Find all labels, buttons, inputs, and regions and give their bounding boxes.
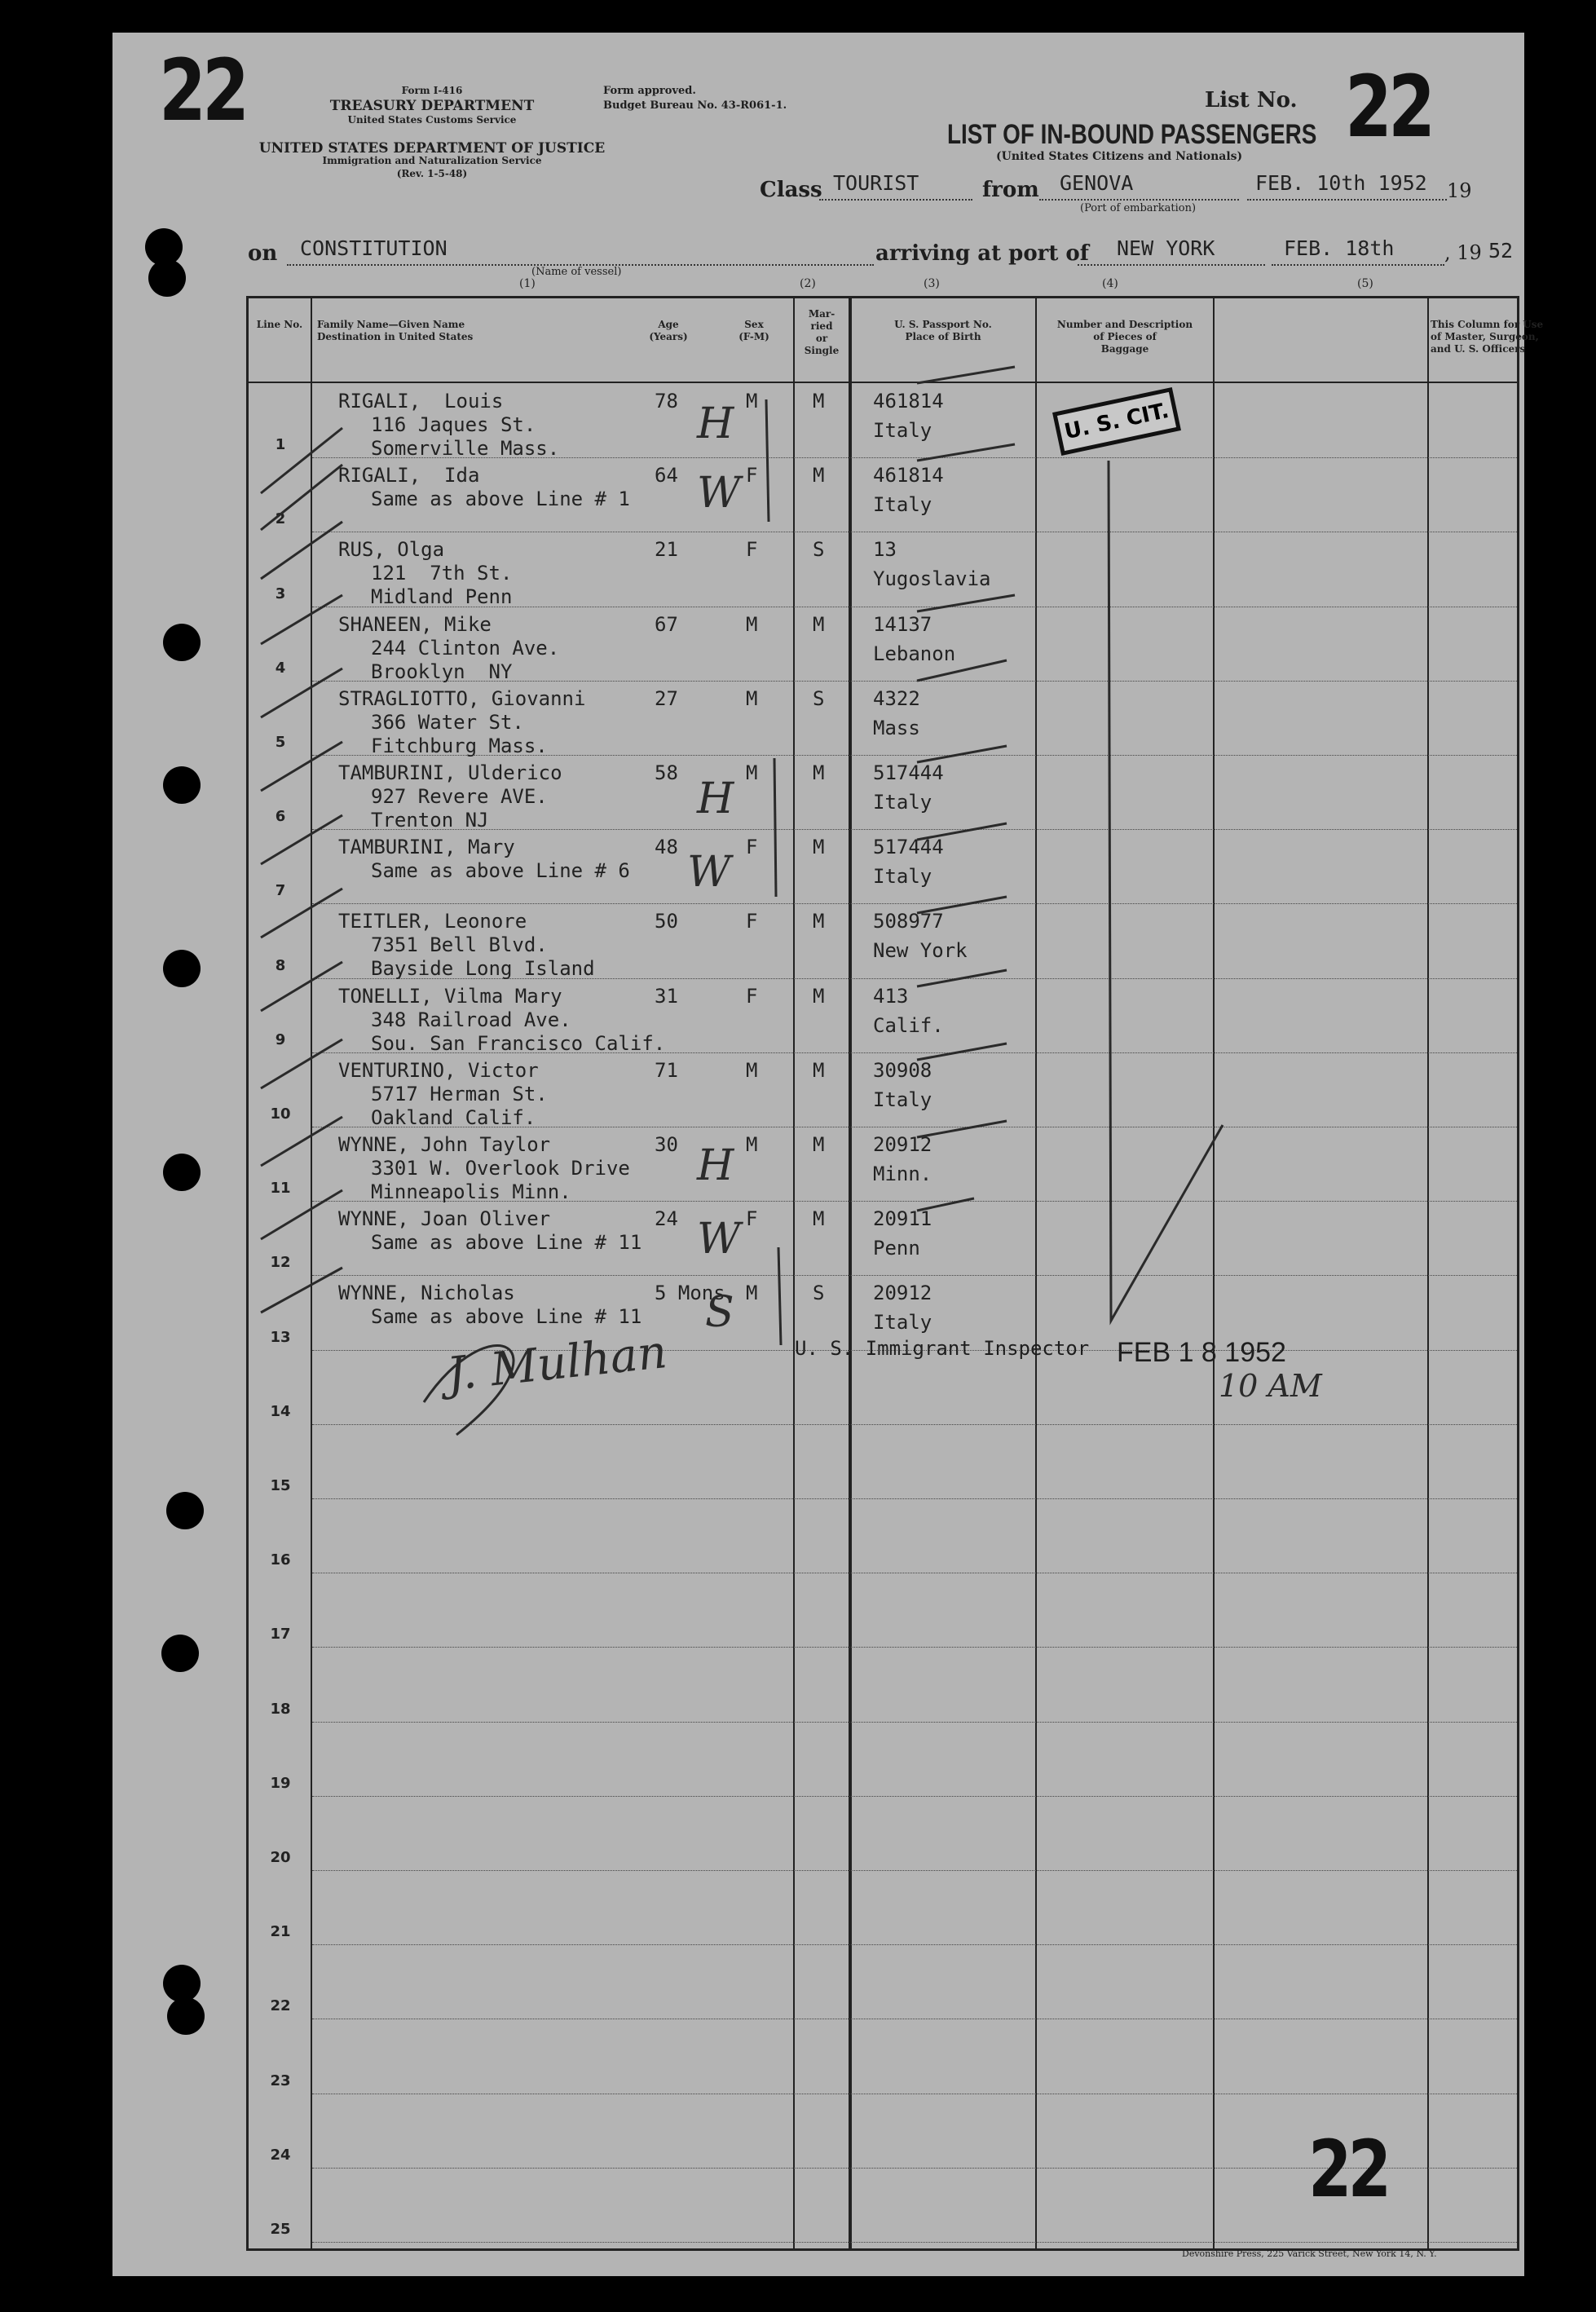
passenger-name: TEITLER, Leonore — [338, 910, 527, 933]
place-of-birth: Calif. — [873, 1013, 944, 1037]
passenger-address-1: 5717 Herman St. — [371, 1082, 548, 1105]
line-number: 1 — [275, 436, 286, 454]
passenger-address-1: Same as above Line # 1 — [371, 488, 630, 511]
arrival-port-value: NEW YORK — [1117, 236, 1215, 260]
line-number: 2 — [275, 510, 286, 528]
passport-number: 508977 — [873, 910, 944, 933]
list-no-value: 22 — [1345, 57, 1432, 157]
customs-service: United States Customs Service — [347, 114, 517, 126]
place-of-birth: Italy — [873, 1088, 932, 1111]
passenger-address-2: Trenton NJ — [371, 809, 489, 832]
treasury-department: TREASURY DEPARTMENT — [329, 98, 535, 114]
class-value: TOURIST — [833, 171, 919, 195]
passenger-age: 30 — [655, 1133, 678, 1156]
budget-bureau-number: Budget Bureau No. 43-R061-1. — [603, 99, 787, 112]
passenger-name: TONELLI, Vilma Mary — [338, 984, 562, 1008]
passenger-sex: M — [746, 686, 758, 710]
line-number: 9 — [275, 1030, 286, 1048]
passenger-name: VENTURINO, Victor — [338, 1058, 539, 1082]
inspection-date-stamp: FEB 1 8 1952 — [1117, 1337, 1286, 1368]
revision-date: (Rev. 1-5-48) — [396, 168, 468, 179]
arrival-port-underline — [1078, 264, 1265, 266]
passport-number: 20912 — [873, 1133, 932, 1156]
passenger-sex: M — [746, 390, 758, 413]
passenger-address-1: Same as above Line # 11 — [371, 1231, 642, 1255]
line-number: 12 — [270, 1254, 291, 1272]
passenger-age: 67 — [655, 612, 678, 636]
col-header-sex: Sex (F-M) — [738, 319, 769, 342]
class-underline — [819, 199, 972, 201]
passenger-age: 31 — [655, 984, 678, 1008]
list-no-label: List No. — [1205, 88, 1298, 113]
passenger-marital-status: S — [813, 686, 825, 710]
inspector-label: U. S. Immigrant Inspector — [795, 1337, 1090, 1360]
passenger-marital-status: M — [813, 464, 825, 488]
passenger-name: STRAGLIOTTO, Giovanni — [338, 686, 586, 710]
line-number: 10 — [270, 1105, 291, 1123]
line-number: 13 — [270, 1328, 291, 1346]
passenger-sex: M — [746, 1282, 758, 1305]
passenger-address-1: 927 Revere AVE. — [371, 785, 548, 808]
line-number: 14 — [270, 1402, 291, 1420]
passenger-sex: F — [746, 1207, 758, 1231]
year-suffix: 19 — [1447, 179, 1472, 202]
place-of-birth: Italy — [873, 419, 932, 442]
line-number: 25 — [270, 2221, 291, 2238]
passenger-age: 71 — [655, 1058, 678, 1082]
passenger-address-1: 116 Jaques St. — [371, 413, 536, 436]
passenger-age: 24 — [655, 1207, 678, 1231]
passenger-age: 50 — [655, 910, 678, 933]
from-underline — [1039, 199, 1239, 201]
passenger-address-2: Bayside Long Island — [371, 957, 595, 981]
passenger-name: TAMBURINI, Ulderico — [338, 761, 562, 784]
embark-date-value: FEB. 10th 1952 — [1255, 171, 1427, 195]
passenger-address-2: Brooklyn NY — [371, 660, 513, 683]
passenger-sex: M — [746, 612, 758, 636]
passenger-address-1: 121 7th St. — [371, 562, 513, 585]
passport-number: 20911 — [873, 1207, 932, 1231]
passenger-table — [246, 277, 1544, 2251]
passenger-age: 27 — [655, 686, 678, 710]
passport-number: 20912 — [873, 1282, 932, 1305]
passport-number: 461814 — [873, 464, 944, 488]
passport-number: 517444 — [873, 761, 944, 784]
passenger-marital-status: S — [813, 1282, 825, 1305]
line-number: 23 — [270, 2072, 291, 2089]
col-num-4: (4) — [1102, 277, 1118, 290]
place-of-birth: Mass — [873, 716, 920, 739]
line-number: 17 — [270, 1626, 291, 1644]
handwritten-mark: H — [697, 1141, 734, 1190]
passenger-name: WYNNE, Joan Oliver — [338, 1207, 551, 1231]
passenger-address-1: 7351 Bell Blvd. — [371, 933, 548, 957]
passenger-sex: F — [746, 910, 758, 933]
passenger-marital-status: S — [813, 538, 825, 562]
handwritten-mark: H — [697, 774, 734, 823]
passenger-address-2: Sou. San Francisco Calif. — [371, 1031, 666, 1055]
handwritten-mark: W — [687, 848, 731, 897]
handwritten-mark: W — [697, 469, 741, 518]
handwritten-mark: S — [705, 1288, 734, 1337]
passport-number: 461814 — [873, 390, 944, 413]
passenger-marital-status: M — [813, 612, 825, 636]
col-header-baggage: Number and Description of Pieces of Baggage — [1056, 319, 1193, 355]
passenger-marital-status: M — [813, 836, 825, 859]
embark-port-value: GENOVA — [1060, 171, 1134, 195]
passenger-age: 48 — [655, 836, 678, 859]
arrival-date-underline — [1272, 264, 1444, 266]
line-number: 20 — [270, 1849, 291, 1866]
passport-number: 13 — [873, 538, 897, 562]
passenger-name: RUS, Olga — [338, 538, 445, 562]
arrival-year-label: , 19 — [1444, 241, 1482, 264]
place-of-birth: New York — [873, 939, 968, 963]
line-number: 16 — [270, 1551, 291, 1569]
passenger-name: TAMBURINI, Mary — [338, 836, 515, 859]
line-number: 7 — [275, 882, 286, 900]
handwritten-mark: H — [697, 399, 734, 448]
line-number: 3 — [275, 585, 286, 602]
col-num-5: (5) — [1357, 277, 1373, 290]
passenger-address-2: Somerville Mass. — [371, 437, 560, 460]
passenger-age: 58 — [655, 761, 678, 784]
place-of-birth: Minn. — [873, 1163, 932, 1185]
passenger-age: 5 Mons — [655, 1282, 725, 1305]
passport-number: 517444 — [873, 836, 944, 859]
passenger-marital-status: M — [813, 984, 825, 1008]
passport-number: 413 — [873, 984, 909, 1008]
vessel-caption: (Name of vessel) — [531, 266, 622, 278]
passenger-sex: F — [746, 836, 758, 859]
line-number: 11 — [270, 1180, 291, 1198]
line-number: 19 — [270, 1774, 291, 1792]
passenger-address-1: 3301 W. Overlook Drive — [371, 1157, 630, 1180]
col-header-line-no: Line No. — [256, 319, 303, 330]
passenger-age: 21 — [655, 538, 678, 562]
passenger-marital-status: M — [813, 761, 825, 784]
form-approved: Form approved. — [603, 85, 696, 97]
printer-imprint: Devonshire Press, 225 Varick Street, New York 14, N. Y. — [1182, 2248, 1437, 2259]
passenger-marital-status: M — [813, 1133, 825, 1156]
line-number: 15 — [270, 1477, 291, 1494]
col-num-3: (3) — [924, 277, 940, 290]
passenger-name: WYNNE, Nicholas — [338, 1282, 515, 1305]
passenger-name: WYNNE, John Taylor — [338, 1133, 551, 1156]
col-header-age: Age (Years) — [649, 319, 688, 342]
passenger-marital-status: M — [813, 1207, 825, 1231]
line-number: 4 — [275, 659, 286, 677]
line-number: 5 — [275, 734, 286, 751]
place-of-birth: Italy — [873, 865, 932, 889]
place-of-birth: Yugoslavia — [873, 567, 991, 591]
embark-date-underline — [1247, 199, 1447, 201]
passenger-name: RIGALI, Ida — [338, 464, 480, 488]
handwritten-mark: W — [697, 1215, 741, 1264]
department-of-justice: UNITED STATES DEPARTMENT OF JUSTICE — [258, 140, 606, 157]
passenger-sex: M — [746, 761, 758, 784]
passenger-address-1: Same as above Line # 11 — [371, 1305, 642, 1329]
passenger-name: SHANEEN, Mike — [338, 612, 492, 636]
passenger-sex: F — [746, 464, 758, 488]
list-number-stamp-bottom: 22 — [1308, 2124, 1388, 2215]
line-number: 21 — [270, 1923, 291, 1941]
arriving-label: arriving at port of — [875, 241, 1089, 266]
col-header-officers: This Column for Use of Master, Surgeon, and U. S. Officers — [1431, 319, 1544, 355]
col-num-1: (1) — [519, 277, 536, 290]
passenger-address-2: Fitchburg Mass. — [371, 734, 548, 757]
arrival-year-value: 52 — [1488, 239, 1514, 263]
form-title: LIST OF IN-BOUND PASSENGERS — [947, 119, 1317, 150]
place-of-birth: Italy — [873, 791, 932, 814]
passenger-marital-status: M — [813, 910, 825, 933]
col-num-2: (2) — [800, 277, 816, 290]
inspector-signature: J. Mulhan — [444, 1326, 670, 1401]
place-of-birth: Italy — [873, 493, 932, 517]
passenger-address-1: 366 Water St. — [371, 710, 524, 734]
place-of-birth: Italy — [873, 1311, 932, 1335]
col-header-married: Mar- ried or Single — [804, 308, 840, 356]
passenger-sex: F — [746, 538, 758, 562]
port-caption: (Port of embarkation) — [1080, 202, 1197, 214]
passenger-address-1: 244 Clinton Ave. — [371, 636, 560, 660]
passport-number: 14137 — [873, 612, 932, 636]
line-number: 24 — [270, 2146, 291, 2164]
list-number-stamp-top-left: 22 — [159, 41, 246, 140]
passport-number: 4322 — [873, 686, 920, 710]
inspection-time: 10 AM — [1219, 1368, 1322, 1404]
from-label: from — [982, 178, 1039, 202]
line-number: 6 — [275, 808, 286, 826]
col-header-passport: U. S. Passport No. Place of Birth — [894, 319, 992, 342]
place-of-birth: Lebanon — [873, 642, 956, 665]
passenger-sex: M — [746, 1133, 758, 1156]
passenger-age: 78 — [655, 390, 678, 413]
passenger-sex: F — [746, 984, 758, 1008]
passenger-address-2: Midland Penn — [371, 585, 513, 609]
class-label: Class — [760, 178, 822, 202]
passenger-address-2: Minneapolis Minn. — [371, 1180, 571, 1203]
col-header-name: Family Name—Given Name Destination in United States — [317, 319, 474, 342]
passenger-address-2: Oakland Calif. — [371, 1105, 536, 1129]
place-of-birth: Penn — [873, 1237, 920, 1260]
passenger-marital-status: M — [813, 390, 825, 413]
vessel-value: CONSTITUTION — [300, 236, 447, 260]
us-citizen-stamp: U. S. CIT. — [1052, 387, 1181, 456]
passenger-address-1: 348 Railroad Ave. — [371, 1008, 571, 1031]
form-number: Form I-416 — [401, 85, 463, 96]
immigration-service: Immigration and Naturalization Service — [322, 155, 542, 166]
passenger-marital-status: M — [813, 1058, 825, 1082]
on-label: on — [248, 241, 278, 266]
arrival-date-value: FEB. 18th — [1284, 236, 1395, 260]
line-number: 22 — [270, 1997, 291, 2015]
passenger-address-1: Same as above Line # 6 — [371, 859, 630, 883]
passport-number: 30908 — [873, 1058, 932, 1082]
passenger-age: 64 — [655, 464, 678, 488]
form-subtitle: (United States Citizens and Nationals) — [996, 150, 1243, 163]
passenger-name: RIGALI, Louis — [338, 390, 504, 413]
line-number: 8 — [275, 956, 286, 974]
line-number: 18 — [270, 1700, 291, 1718]
passenger-sex: M — [746, 1058, 758, 1082]
